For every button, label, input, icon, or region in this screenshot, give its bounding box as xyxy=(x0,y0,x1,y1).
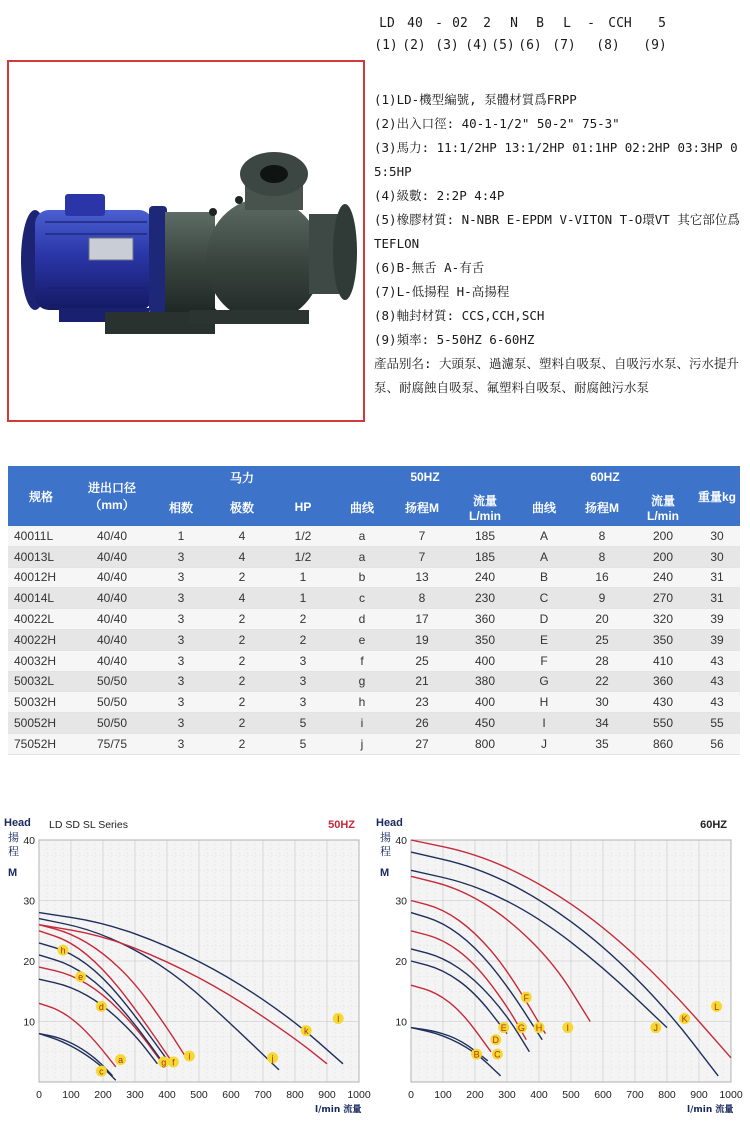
code-index: (1) xyxy=(374,37,398,53)
cell-weight: 30 xyxy=(694,526,740,546)
header-60hz: 60HZ xyxy=(516,466,694,488)
cell-curve-50: d xyxy=(334,609,390,630)
spec-note: (8)軸封材質: CCS,CCH,SCH xyxy=(374,308,545,323)
cell-flow-50: 230 xyxy=(454,588,516,609)
header-poles: 极数 xyxy=(212,488,272,526)
cell-flow-60: 200 xyxy=(632,546,694,567)
curve-badge-label: G xyxy=(517,1023,525,1034)
x-tick-label: 600 xyxy=(594,1089,612,1101)
cell-curve-50: f xyxy=(334,650,390,671)
y-tick-label: 30 xyxy=(23,895,35,908)
cell-head-60: 8 xyxy=(572,546,632,567)
code-index: (4) xyxy=(465,37,489,53)
cell-poles: 2 xyxy=(212,671,272,692)
x-tick-label: 200 xyxy=(94,1089,112,1101)
header-50hz: 50HZ xyxy=(334,466,516,488)
cell-hp: 3 xyxy=(272,692,334,713)
curve-chart-50hz xyxy=(4,810,370,1130)
header-flow-60-label: 流量 xyxy=(650,493,675,508)
y-tick-label: 40 xyxy=(23,835,35,847)
cell-port: 50/50 xyxy=(74,671,150,692)
code-part: 02 xyxy=(452,15,468,31)
table-row xyxy=(8,713,740,734)
cell-curve-50: j xyxy=(334,733,390,754)
cell-head-60: 35 xyxy=(572,733,632,754)
cell-flow-60: 200 xyxy=(632,526,694,546)
curve-chart-50hz-svg xyxy=(4,810,370,1126)
cell-curve-60: F xyxy=(516,650,572,671)
cell-curve-50: a xyxy=(334,526,390,546)
pump-illustration xyxy=(9,62,363,420)
x-tick-label: 800 xyxy=(286,1089,304,1101)
header-flow-50-unit: L/min xyxy=(469,508,501,523)
spec-table xyxy=(8,466,740,755)
table-row xyxy=(8,733,740,754)
cell-head-60: 25 xyxy=(572,629,632,650)
cell-hp: 1/2 xyxy=(272,526,334,546)
cell-head-60: 9 xyxy=(572,588,632,609)
x-tick-label: 0 xyxy=(408,1089,414,1101)
spec-note: (4)級數: 2:2P 4:4P xyxy=(374,188,505,203)
curve-badge-label: B xyxy=(473,1049,480,1060)
code-part: 40 xyxy=(407,15,423,31)
curve-badge-label: a xyxy=(118,1055,124,1066)
cell-model: 40022L xyxy=(8,609,74,630)
cell-flow-60: 270 xyxy=(632,588,694,609)
curve-badge-label: F xyxy=(523,992,529,1003)
code-part: - xyxy=(587,15,595,31)
curve-badge-label: H xyxy=(535,1023,543,1034)
code-index: (6) xyxy=(518,37,542,53)
cell-head-60: 22 xyxy=(572,671,632,692)
model-code-indices xyxy=(374,34,744,56)
header-curve-60: 曲线 xyxy=(516,488,572,526)
cell-phase: 1 xyxy=(150,526,212,546)
curve-badge-label: I xyxy=(566,1023,570,1034)
cell-weight: 43 xyxy=(694,650,740,671)
cell-phase: 3 xyxy=(150,650,212,671)
cell-flow-50: 185 xyxy=(454,546,516,567)
model-code-parts xyxy=(374,12,744,34)
spec-note-aliases: 產品别名: 大頭泵、過濾泵、塑料自吸泵、自吸污水泵、污水提升泵、耐腐蝕自吸泵、氟塑料自吸泵、耐腐蝕污水泵 xyxy=(374,356,740,395)
curve-badge-label: k xyxy=(303,1026,309,1037)
cell-poles: 2 xyxy=(212,629,272,650)
cell-flow-60: 550 xyxy=(632,713,694,734)
table-row xyxy=(8,650,740,671)
y-tick-label: 20 xyxy=(23,956,35,968)
x-tick-label: 600 xyxy=(222,1089,240,1101)
frequency-label: 50HZ xyxy=(328,819,355,831)
y-axis-label-cn: 揚 xyxy=(380,831,391,844)
curve-badge-label: K xyxy=(681,1013,688,1024)
cell-flow-50: 800 xyxy=(454,733,516,754)
y-axis-unit: M xyxy=(8,867,18,879)
table-row xyxy=(8,692,740,713)
cell-head-50: 13 xyxy=(390,567,454,588)
header-head-60: 扬程M xyxy=(572,488,632,526)
cell-head-50: 26 xyxy=(390,713,454,734)
header-flow-50-label: 流量 xyxy=(472,493,497,508)
cell-model: 40032H xyxy=(8,650,74,671)
curve-badge-label: d xyxy=(98,1001,104,1012)
cell-model: 40011L xyxy=(8,526,74,546)
table-row xyxy=(8,588,740,609)
y-tick-label: 30 xyxy=(395,895,407,908)
y-axis-unit: M xyxy=(380,867,390,879)
spec-note: (6)B-無舌 A-有舌 xyxy=(374,260,485,275)
cell-weight: 39 xyxy=(694,629,740,650)
code-part: - xyxy=(435,15,443,31)
header-curve-50: 曲线 xyxy=(334,488,390,526)
curve-badge-label: f xyxy=(172,1057,175,1068)
cell-flow-60: 860 xyxy=(632,733,694,754)
cell-curve-50: b xyxy=(334,567,390,588)
cell-phase: 3 xyxy=(150,692,212,713)
curve-badge-label: E xyxy=(500,1023,507,1034)
cell-model: 50032L xyxy=(8,671,74,692)
curve-badge-label: g xyxy=(161,1057,167,1068)
y-axis-label-cn: 揚 xyxy=(8,831,19,844)
spec-note: (2)出入口徑: 40-1-1/2" 50-2" 75-3" xyxy=(374,116,620,131)
table-body xyxy=(8,526,740,754)
cell-model: 40014L xyxy=(8,588,74,609)
cell-poles: 2 xyxy=(212,567,272,588)
cell-port: 40/40 xyxy=(74,588,150,609)
cell-port: 75/75 xyxy=(74,733,150,754)
header-weight: 重量kg xyxy=(694,466,740,526)
cell-curve-50: e xyxy=(334,629,390,650)
y-tick-label: 20 xyxy=(395,956,407,968)
x-axis-label: l/min 流量 xyxy=(687,1105,734,1115)
cell-weight: 30 xyxy=(694,546,740,567)
header-port xyxy=(74,466,150,526)
cell-hp: 1 xyxy=(272,567,334,588)
curve-badge-label: e xyxy=(78,972,84,983)
cell-head-50: 8 xyxy=(390,588,454,609)
curve-badge-label: C xyxy=(494,1049,501,1060)
cell-flow-60: 410 xyxy=(632,650,694,671)
cell-flow-60: 360 xyxy=(632,671,694,692)
table-row xyxy=(8,629,740,650)
x-axis-label: l/min 流量 xyxy=(315,1105,362,1115)
cell-flow-60: 350 xyxy=(632,629,694,650)
cell-head-60: 8 xyxy=(572,526,632,546)
header-port-label: 进出口径 xyxy=(87,481,136,495)
table-row xyxy=(8,526,740,546)
cell-poles: 4 xyxy=(212,588,272,609)
spec-note: (3)馬力: 11:1/2HP 13:1/2HP 01:1HP 02:2HP 03:3HP 05:5HP xyxy=(374,140,738,179)
x-tick-label: 800 xyxy=(658,1089,676,1101)
cell-hp: 5 xyxy=(272,713,334,734)
y-axis-label-cn: 程 xyxy=(380,845,391,858)
cell-flow-50: 380 xyxy=(454,671,516,692)
x-tick-label: 900 xyxy=(690,1089,708,1101)
curve-chart-60hz xyxy=(376,810,742,1130)
cell-curve-60: A xyxy=(516,526,572,546)
y-tick-label: 40 xyxy=(395,835,407,847)
cell-curve-60: G xyxy=(516,671,572,692)
cell-phase: 3 xyxy=(150,588,212,609)
cell-hp: 3 xyxy=(272,650,334,671)
code-index: (8) xyxy=(596,37,620,53)
header-hp: HP xyxy=(272,488,334,526)
header-flow-50 xyxy=(454,488,516,526)
header-flow-60-unit: L/min xyxy=(647,508,679,523)
code-index: (9) xyxy=(643,37,667,53)
cell-phase: 3 xyxy=(150,609,212,630)
header-port-unit: （mm） xyxy=(89,498,135,512)
cell-curve-60: B xyxy=(516,567,572,588)
cell-head-60: 30 xyxy=(572,692,632,713)
table-row xyxy=(8,609,740,630)
table-row xyxy=(8,546,740,567)
x-tick-label: 0 xyxy=(36,1089,42,1101)
cell-curve-60: A xyxy=(516,546,572,567)
table-row xyxy=(8,567,740,588)
cell-model: 50032H xyxy=(8,692,74,713)
cell-port: 50/50 xyxy=(74,692,150,713)
cell-phase: 3 xyxy=(150,629,212,650)
cell-weight: 43 xyxy=(694,692,740,713)
spec-note: (5)橡膠材質: N-NBR E-EPDM V-VITON T-O環VT 其它部位爲TEFLON xyxy=(374,212,740,251)
cell-phase: 3 xyxy=(150,546,212,567)
x-tick-label: 100 xyxy=(62,1089,80,1101)
x-tick-label: 400 xyxy=(158,1089,176,1101)
cell-flow-60: 430 xyxy=(632,692,694,713)
spec-note: (9)頻率: 5-50HZ 6-60HZ xyxy=(374,332,535,347)
cell-curve-50: a xyxy=(334,546,390,567)
cell-hp: 1 xyxy=(272,588,334,609)
cell-curve-50: c xyxy=(334,588,390,609)
cell-model: 75052H xyxy=(8,733,74,754)
x-tick-label: 300 xyxy=(126,1089,144,1101)
code-index: (2) xyxy=(402,37,426,53)
x-tick-label: 1000 xyxy=(347,1089,371,1101)
y-axis-label: Head xyxy=(4,817,31,829)
code-part: 2 xyxy=(483,15,491,31)
cell-head-50: 23 xyxy=(390,692,454,713)
y-axis-label: Head xyxy=(376,817,403,829)
cell-poles: 2 xyxy=(212,733,272,754)
curve-badge-label: j xyxy=(271,1053,274,1064)
cell-phase: 3 xyxy=(150,733,212,754)
header-power: 马力 xyxy=(150,466,334,488)
table-row xyxy=(8,671,740,692)
cell-phase: 3 xyxy=(150,713,212,734)
cell-curve-60: I xyxy=(516,713,572,734)
cell-curve-60: E xyxy=(516,629,572,650)
cell-poles: 4 xyxy=(212,526,272,546)
curve-badge-label: L xyxy=(714,1001,720,1012)
code-part: LD xyxy=(379,15,395,31)
code-index: (7) xyxy=(552,37,576,53)
x-tick-label: 900 xyxy=(318,1089,336,1101)
cell-weight: 43 xyxy=(694,671,740,692)
cell-curve-50: h xyxy=(334,692,390,713)
header-flow-60 xyxy=(632,488,694,526)
cell-hp: 1/2 xyxy=(272,546,334,567)
header-model: 规格 xyxy=(8,466,74,526)
cell-head-50: 27 xyxy=(390,733,454,754)
code-index: (5) xyxy=(491,37,515,53)
y-tick-label: 10 xyxy=(395,1016,407,1029)
code-part: L xyxy=(563,15,571,31)
y-tick-label: 10 xyxy=(23,1016,35,1029)
x-tick-label: 1000 xyxy=(719,1089,743,1101)
cell-weight: 31 xyxy=(694,588,740,609)
frequency-label: 60HZ xyxy=(700,819,727,831)
cell-poles: 2 xyxy=(212,692,272,713)
code-part: B xyxy=(536,15,544,31)
cell-flow-60: 320 xyxy=(632,609,694,630)
cell-model: 40013L xyxy=(8,546,74,567)
cell-curve-60: C xyxy=(516,588,572,609)
chart-title: LD SD SL Series xyxy=(49,819,128,831)
cell-head-50: 7 xyxy=(390,546,454,567)
x-tick-label: 100 xyxy=(434,1089,452,1101)
cell-head-50: 17 xyxy=(390,609,454,630)
cell-phase: 3 xyxy=(150,671,212,692)
table-header-row xyxy=(8,466,740,488)
x-tick-label: 700 xyxy=(254,1089,272,1101)
model-code xyxy=(374,12,744,56)
cell-curve-60: J xyxy=(516,733,572,754)
x-tick-label: 400 xyxy=(530,1089,548,1101)
cell-head-60: 20 xyxy=(572,609,632,630)
spec-note: (7)L-低揚程 H-高揚程 xyxy=(374,284,510,299)
cell-curve-50: g xyxy=(334,671,390,692)
cell-hp: 2 xyxy=(272,609,334,630)
curve-chart-60hz-svg xyxy=(376,810,742,1126)
cell-curve-60: D xyxy=(516,609,572,630)
cell-head-50: 19 xyxy=(390,629,454,650)
cell-flow-60: 240 xyxy=(632,567,694,588)
header-head-50: 扬程M xyxy=(390,488,454,526)
cell-weight: 31 xyxy=(694,567,740,588)
x-tick-label: 200 xyxy=(466,1089,484,1101)
curve-badge-label: i xyxy=(188,1051,191,1062)
spec-note: (1)LD-機型編號, 泵體材質爲FRPP xyxy=(374,92,577,107)
curve-badge-label: J xyxy=(653,1023,659,1034)
header-phase: 相数 xyxy=(150,488,212,526)
x-tick-label: 300 xyxy=(498,1089,516,1101)
cell-poles: 2 xyxy=(212,713,272,734)
curve-badge-label: l xyxy=(337,1013,340,1024)
cell-curve-50: i xyxy=(334,713,390,734)
cell-port: 40/40 xyxy=(74,650,150,671)
y-axis-label-cn: 程 xyxy=(8,845,19,858)
cell-head-60: 34 xyxy=(572,713,632,734)
cell-poles: 4 xyxy=(212,546,272,567)
code-part: CCH xyxy=(608,15,632,31)
cell-port: 40/40 xyxy=(74,609,150,630)
cell-weight: 55 xyxy=(694,713,740,734)
cell-hp: 5 xyxy=(272,733,334,754)
cell-poles: 2 xyxy=(212,650,272,671)
cell-hp: 3 xyxy=(272,671,334,692)
cell-flow-50: 350 xyxy=(454,629,516,650)
x-tick-label: 500 xyxy=(190,1089,208,1101)
cell-poles: 2 xyxy=(212,609,272,630)
cell-weight: 56 xyxy=(694,733,740,754)
curve-badge-label: c xyxy=(99,1066,104,1077)
x-tick-label: 500 xyxy=(562,1089,580,1101)
cell-curve-60: H xyxy=(516,692,572,713)
cell-head-50: 25 xyxy=(390,650,454,671)
cell-head-60: 28 xyxy=(572,650,632,671)
cell-flow-50: 240 xyxy=(454,567,516,588)
curve-badge-label: h xyxy=(60,945,66,956)
code-part: N xyxy=(510,15,518,31)
cell-head-50: 21 xyxy=(390,671,454,692)
cell-port: 50/50 xyxy=(74,713,150,734)
cell-port: 40/40 xyxy=(74,526,150,546)
cell-flow-50: 185 xyxy=(454,526,516,546)
curve-badge-label: D xyxy=(492,1035,500,1046)
cell-hp: 2 xyxy=(272,629,334,650)
cell-port: 40/40 xyxy=(74,546,150,567)
cell-phase: 3 xyxy=(150,567,212,588)
cell-flow-50: 400 xyxy=(454,650,516,671)
cell-port: 40/40 xyxy=(74,629,150,650)
cell-port: 40/40 xyxy=(74,567,150,588)
spec-notes xyxy=(374,88,746,400)
cell-flow-50: 450 xyxy=(454,713,516,734)
cell-model: 40022H xyxy=(8,629,74,650)
code-index: (3) xyxy=(435,37,459,53)
cell-model: 40012H xyxy=(8,567,74,588)
product-photo xyxy=(7,60,365,422)
cell-model: 50052H xyxy=(8,713,74,734)
x-tick-label: 700 xyxy=(626,1089,644,1101)
cell-head-50: 7 xyxy=(390,526,454,546)
cell-weight: 39 xyxy=(694,609,740,630)
cell-flow-50: 360 xyxy=(454,609,516,630)
code-part: 5 xyxy=(658,15,666,31)
cell-head-60: 16 xyxy=(572,567,632,588)
cell-flow-50: 400 xyxy=(454,692,516,713)
